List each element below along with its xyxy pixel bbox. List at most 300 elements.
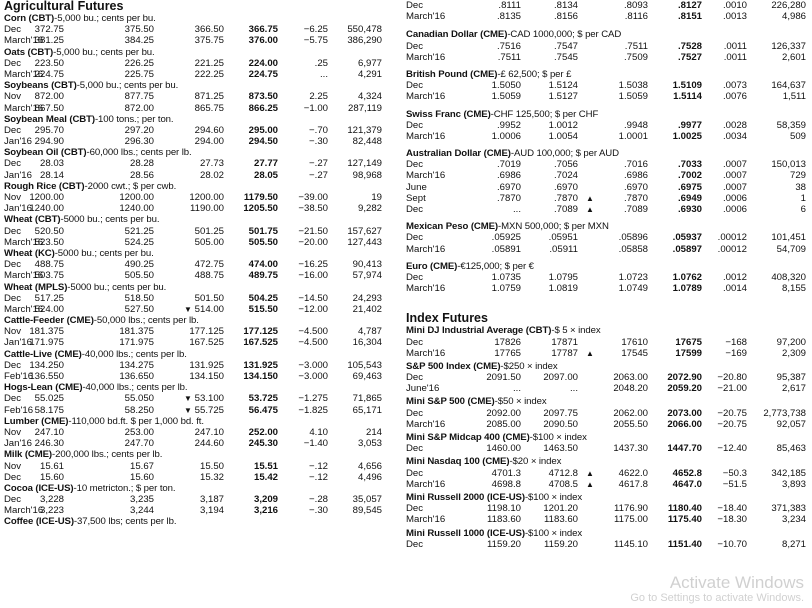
month-cell: Dec [406,80,424,92]
change-cell: −.27 [309,169,328,181]
open-cell: .7019 [496,159,521,171]
index-contracts [406,325,810,550]
contract-header [406,528,810,539]
open-cell: 867.50 [34,102,64,114]
change-cell: −.27 [309,158,328,170]
high-cell: 1463.50 [543,443,578,455]
settle-cell: 2073.00 [667,407,702,419]
high-cell: 1183.60 [544,514,578,526]
low-cell: 1200.00 [189,192,224,203]
table-row [406,11,810,22]
contract-header [406,492,810,503]
change-cell: −3.000 [298,371,328,382]
contract-spec: -40,000 lbs.; cents per lb. [81,348,187,360]
open-cell: 4701.3 [491,467,521,479]
settle-cell: 1.0789 [672,283,702,295]
open-interest-cell: 127,443 [347,236,382,248]
table-row [406,468,810,479]
open-interest-cell: 3,234 [781,514,806,526]
settle-cell: 17675 [675,336,702,348]
settle-cell: 873.50 [248,91,278,103]
table-row [406,272,810,283]
contract-header [4,382,386,393]
month-cell: Dec [4,158,22,170]
table-row [4,326,386,337]
settle-cell: 224.00 [248,57,278,69]
high-cell: .7870 [553,192,578,204]
contract-spec: -$100 × index [524,527,583,539]
open-cell: 224.75 [34,68,64,80]
currency-continued-rows [406,0,810,22]
settle-cell: 1179.50 [243,192,278,203]
open-interest-cell: 214 [365,426,382,438]
low-cell: 2048.20 [613,383,648,395]
table-row [406,372,810,383]
settle-cell: 27.77 [253,158,278,170]
contract-name: Hogs-Lean (CME) [4,382,83,394]
settle-cell: 224.75 [248,68,278,80]
contract-spec: -€125,000; $ per € [457,260,534,272]
contract-header [4,80,386,91]
low-cell: 488.75 [194,270,224,282]
contract-header [4,449,386,460]
contract-spec: -CAD 1000,000; $ per CAD [507,29,622,41]
change-cell: .0006 [722,192,747,204]
month-cell: March'16 [4,505,44,517]
table-row [406,443,810,454]
contract-name: Cattle-Feeder (CME) [4,315,94,327]
table-row [4,494,386,505]
open-cell: 1.5050 [491,80,521,92]
open-cell: 1198.10 [487,503,521,515]
high-cell: .05951 [548,232,578,244]
open-interest-cell: 38 [795,181,806,193]
change-cell: −1.40 [303,438,328,450]
settle-cell: 167.525 [243,337,278,349]
open-interest-cell: 69,463 [352,371,382,382]
agricultural-contracts [4,13,386,528]
contract-spec: -5000 bu.; cents per bu. [67,281,167,293]
contract-header [4,315,386,326]
settle-cell: .05937 [672,232,702,244]
open-cell: 372.75 [34,24,64,36]
table-row [4,125,386,136]
month-cell: June'16 [406,383,440,395]
change-cell: −14.50 [298,292,328,304]
low-cell: 514.00 [194,303,224,315]
high-cell: 28.56 [129,169,154,181]
month-cell: Dec [406,503,424,515]
open-interest-cell: 2,601 [781,51,806,63]
open-interest-cell: 408,320 [771,271,806,283]
contract-spec: -5000 bu.; cents per bu. [54,247,154,259]
settle-cell: 245.30 [248,438,278,450]
open-interest-cell: 105,543 [347,359,382,371]
open-interest-cell: 4,291 [357,68,382,80]
low-cell: 3,194 [199,505,224,517]
settle-cell: 53.725 [248,393,278,405]
month-cell: Jan'16 [4,438,32,450]
settle-cell: .7527 [677,51,702,63]
table-row [406,159,810,170]
open-interest-cell: 35,057 [352,494,382,506]
high-cell: .7547 [553,40,578,52]
high-cell: 58.250 [124,404,154,416]
settle-cell: 295.00 [248,124,278,136]
up-arrow-icon: ▲ [586,205,594,214]
change-cell: .0073 [722,80,747,92]
settle-cell: 2072.90 [667,372,702,384]
low-cell: 134.150 [189,371,224,382]
contract-spec: -$100 × index [529,432,587,443]
table-row [4,293,386,304]
high-cell: 171.975 [119,337,154,349]
low-cell: 505.00 [194,236,224,248]
high-cell: 253.00 [124,426,154,438]
month-cell: Dec [4,225,22,237]
low-cell: .7089 [623,204,648,215]
contract-name: Wheat (KC) [4,247,55,259]
month-cell: Dec [406,467,424,479]
open-cell: 1.0735 [491,271,521,283]
high-cell: .6970 [553,181,578,193]
month-cell: Jan'16 [4,136,32,148]
contract-header [4,349,386,360]
settle-cell: 366.75 [248,24,278,36]
high-cell: 1201.20 [543,503,578,515]
contract-header [4,214,386,225]
open-cell: .05925 [491,232,521,244]
month-cell: Nov [4,426,22,438]
change-cell: 2.25 [309,91,328,103]
table-row [4,237,386,248]
contract-name: Mini Nasdaq 100 (CME) [406,456,510,468]
open-interest-cell: 729 [789,170,806,182]
contract-name: Euro (CME) [406,260,458,272]
contract-spec: -5,000 bu.; cents per bu. [54,13,156,24]
open-interest-cell: 287,119 [348,102,382,114]
month-cell: March'16 [406,478,446,490]
low-cell: 222.25 [194,68,224,80]
settle-cell: .6949 [677,192,702,204]
contract-spec: -5,000 bu.; cents per bu. [76,80,179,92]
table-row [406,348,810,359]
change-cell: −20.75 [717,418,747,430]
change-cell: −1.825 [298,404,328,416]
contract-header [406,456,810,467]
high-cell: 2090.50 [543,418,578,430]
month-cell: Dec [406,0,424,11]
contract-header [406,432,810,443]
open-interest-cell: 4,324 [357,91,382,103]
open-interest-cell: 386,290 [347,35,382,47]
table-row [4,136,386,147]
change-cell: −12.00 [298,303,328,315]
high-cell: .8134 [553,0,578,11]
open-cell: 1183.60 [487,514,521,526]
settle-cell: 134.150 [243,371,278,382]
table-row [4,371,386,382]
month-cell: Dec [406,538,424,550]
open-cell: .7511 [497,51,521,63]
open-interest-cell: 24,293 [352,292,382,304]
contract-spec: -$50 × index [494,396,547,408]
low-cell: 4622.0 [618,467,648,479]
high-cell: 1.0795 [548,271,578,283]
contract-name: Wheat (CBT) [4,214,61,226]
contract-name: British Pound (CME) [406,68,498,80]
settle-cell: 501.75 [248,225,278,237]
watermark-line-2: Go to Settings to activate Windows. [630,592,804,604]
contract-spec: -$100 × index [524,491,583,503]
open-cell: 520.50 [34,225,64,237]
low-cell: 28.02 [199,169,224,181]
section-title-agricultural: Agricultural Futures [4,0,124,13]
low-cell: 2062.00 [613,407,648,419]
contract-header [4,483,386,494]
change-cell: .0028 [722,119,747,131]
contract-spec: -5,000 bu.; cents per bu. [53,46,155,58]
contract-name: Soybean Meal (CBT) [4,113,95,125]
low-cell: .7511 [624,40,648,52]
down-arrow-icon: ▼ [184,405,192,415]
down-arrow-icon: ▼ [184,304,192,314]
low-cell: .05858 [618,243,648,255]
table-row [4,427,386,438]
settle-cell: 3,209 [253,494,278,506]
contract-spec: -37,500 lbs; cents per lb. [73,516,177,528]
contract-name: Wheat (MPLS) [4,281,68,293]
change-cell: .00012 [717,243,747,255]
contract-name: Mini Russell 2000 (ICE-US) [406,491,525,503]
up-arrow-icon: ▲ [586,348,594,358]
contract-name: Mini S&P 500 (CME) [406,396,495,408]
open-cell: .6986 [496,170,521,182]
low-cell: 1175.00 [614,514,648,526]
open-interest-cell: 4,496 [357,471,382,483]
change-cell: −4.500 [298,326,328,338]
settle-cell: 252.00 [248,426,278,438]
high-cell: 28.28 [129,158,154,170]
table-row [4,158,386,169]
low-cell: 247.10 [194,426,224,438]
change-cell: .0007 [722,170,747,182]
open-interest-cell: 126,337 [771,40,806,52]
low-cell: .8116 [624,11,648,23]
open-cell: 517.25 [34,292,64,304]
open-interest-cell: 550,478 [347,24,382,36]
table-row [406,383,810,394]
contract-spec: -MXN 500,000; $ per MXN [498,221,609,233]
high-cell: 2097.75 [543,407,578,419]
month-cell: Dec [406,443,424,455]
low-cell: 17610 [621,336,648,348]
open-interest-cell: 90,413 [352,259,382,271]
settle-cell: 1205.50 [243,203,278,215]
change-cell: −3.000 [298,359,328,371]
low-cell: .8093 [623,0,648,11]
low-cell: 1.5038 [618,80,648,92]
open-cell: 246.30 [34,438,64,450]
month-cell: March'16 [406,283,446,295]
contract-spec: -100 tons.; per ton. [94,113,174,125]
contract-spec: -$ 5 × index [551,325,601,337]
contract-header [4,181,386,192]
contract-spec: -50,000 lbs.; cents per lb. [93,315,199,327]
settle-cell: .9977 [677,119,702,131]
change-cell: ... [320,68,328,80]
low-cell: 167.525 [189,337,224,349]
open-cell: ... [513,204,521,215]
change-cell: .0010 [722,0,747,11]
open-cell: .7870 [496,192,521,204]
high-cell: 3,235 [129,494,154,506]
contract-header [4,282,386,293]
open-interest-cell: 57,974 [352,270,382,282]
table-row [406,283,810,294]
change-cell: −20.00 [298,236,328,248]
open-cell: 58.175 [34,404,64,416]
settle-cell: 28.05 [253,169,278,181]
contract-name: Mini S&P Midcap 400 (CME) [406,432,530,443]
low-cell: 294.00 [194,136,224,148]
table-row [4,103,386,114]
change-cell: −50.3 [722,467,747,479]
high-cell: .7056 [553,159,578,171]
high-cell: 17871 [551,336,578,348]
low-cell: .05896 [618,232,648,244]
low-cell: 2063.00 [613,372,648,384]
table-row [4,472,386,483]
high-cell: .7545 [553,51,578,63]
settle-cell: .6930 [677,204,702,215]
table-row [406,479,810,490]
open-interest-cell: 1 [800,192,806,204]
open-interest-cell: 9,282 [357,203,382,215]
open-cell: 488.75 [34,259,64,271]
low-cell: .6970 [623,181,648,193]
open-cell: 181.375 [29,326,64,338]
open-cell: 1.0006 [491,130,521,142]
open-cell: 1200.00 [29,192,64,203]
contract-spec: -5000 bu.; cents per bu. [60,214,160,226]
low-cell: 1.0001 [618,130,648,142]
open-cell: 1240.00 [29,203,64,215]
month-cell: Feb'16 [4,404,34,416]
contract-name: Mexican Peso (CME) [406,221,499,233]
low-cell: .9948 [623,119,648,131]
open-interest-cell: 3,893 [781,478,806,490]
open-interest-cell: 2,309 [781,347,806,359]
contract-name: Oats (CBT) [4,46,54,58]
change-cell: −.70 [309,124,328,136]
open-interest-cell: 371,383 [771,503,806,515]
open-cell: 247.10 [34,426,64,438]
low-cell: .6986 [623,170,648,182]
change-cell: −1.00 [303,102,328,114]
open-cell: 294.90 [34,136,64,148]
open-cell: 381.25 [34,35,64,47]
low-cell: 472.75 [194,259,224,271]
open-cell: .6970 [496,181,521,193]
settle-cell: 15.42 [253,471,278,483]
month-cell: Sept [406,192,426,204]
table-row [4,58,386,69]
high-cell: 1.0819 [548,283,578,295]
settle-cell: 1151.40 [667,538,702,550]
low-cell: 501.25 [194,225,224,237]
open-interest-cell: 4,787 [357,326,382,338]
contract-header [4,416,386,427]
contract-name: Mini DJ Industrial Average (CBT) [406,325,552,337]
month-cell: Dec [406,159,424,171]
open-interest-cell: 2,773,738 [763,407,806,419]
high-cell: 4712.8 [548,467,578,479]
open-interest-cell: 54,709 [776,243,806,255]
open-interest-cell: 16,304 [352,337,382,349]
high-cell: 521.25 [124,225,154,237]
table-row [406,52,810,63]
table-row [4,259,386,270]
up-arrow-icon: ▲ [586,479,594,489]
high-cell: 490.25 [124,259,154,271]
settle-cell: .6975 [677,181,702,193]
table-row [4,505,386,516]
month-cell: Dec [4,24,22,36]
change-cell: −39.00 [298,192,328,203]
settle-cell: .7002 [677,170,702,182]
table-row [4,393,386,404]
contract-spec: -60,000 lbs.; cents per lb. [86,147,192,159]
currency-contracts [406,29,810,294]
contract-name: Rough Rice (CBT) [4,180,85,192]
open-cell: 134.250 [29,359,64,371]
open-interest-cell: 8,271 [781,538,806,550]
high-cell: 1.5124 [548,80,578,92]
high-cell: 4708.5 [548,478,578,490]
settle-cell: 15.51 [253,460,278,472]
open-interest-cell: 97,200 [776,336,806,348]
watermark-line-1: Activate Windows [669,573,804,592]
table-row [4,304,386,315]
open-cell: 3,223 [39,505,64,517]
settle-cell: 505.50 [248,236,278,248]
month-cell: Dec [4,359,22,371]
open-interest-cell: 4,656 [357,460,382,472]
open-cell: 15.60 [39,471,64,483]
contract-spec: -$20 × index [509,456,562,468]
month-cell: Dec [4,471,22,483]
low-cell: .7870 [623,192,648,204]
table-row [4,170,386,181]
contract-name: Soybeans (CBT) [4,80,77,92]
open-cell: 28.14 [39,169,64,181]
low-cell: 375.75 [194,35,224,47]
settle-cell: .05897 [672,243,702,255]
low-cell: 131.925 [189,359,224,371]
table-row [406,182,810,193]
change-cell: −16.00 [298,270,328,282]
open-cell: 1159.20 [487,538,521,550]
settle-cell: .7528 [677,40,702,52]
month-cell: Dec [406,204,424,215]
high-cell: .8156 [553,11,578,23]
settle-cell: .7033 [677,159,702,171]
open-interest-cell: 82,448 [352,136,382,148]
high-cell: 524.25 [124,236,154,248]
settle-cell: 1.0762 [672,271,702,283]
low-cell: 15.50 [199,460,224,472]
